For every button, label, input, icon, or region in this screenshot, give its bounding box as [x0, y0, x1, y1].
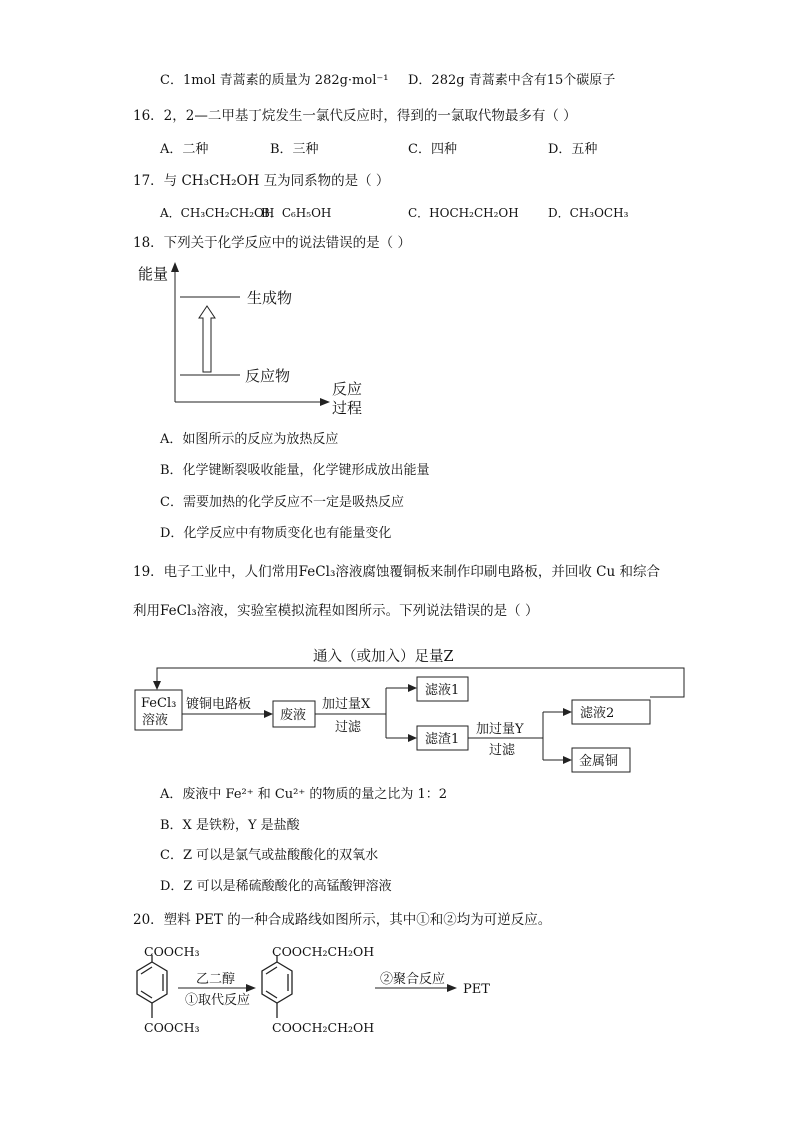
- product-label: 生成物: [247, 289, 293, 307]
- box-copper-label: 金属铜: [579, 754, 619, 769]
- reactant-top-group: COOCH₃: [144, 944, 200, 959]
- box-waste-label: 废液: [280, 708, 307, 723]
- reactant-label: 反应物: [245, 367, 291, 385]
- arrow2-top-label: 加过量X: [322, 697, 371, 712]
- q17-option-b: B．C₆H₅OH: [261, 206, 332, 220]
- arrow3-top-label: 加过量Y: [476, 722, 524, 737]
- final-product-pet: PET: [463, 982, 490, 997]
- product-top-group: COOCH₂CH₂OH: [272, 944, 375, 959]
- box-filtrate1-label: 滤液1: [425, 683, 460, 698]
- reactant-benzene-ring-icon: [137, 955, 167, 1018]
- q18-option-a: A．如图所示的反应为放热反应: [160, 432, 339, 447]
- x-axis-label-line1: 反应: [332, 380, 363, 398]
- reaction2-arrowhead: [447, 984, 457, 992]
- product-benzene-ring-icon: [262, 955, 292, 1018]
- q17-option-c: C．HOCH₂CH₂OH: [408, 206, 519, 220]
- box-residue1-label: 滤渣1: [425, 732, 460, 747]
- reactant-bottom-group: COOCH₃: [144, 1020, 200, 1035]
- x-axis-label-line2: 过程: [332, 399, 363, 417]
- arrow2-bottom-label: 过滤: [335, 720, 362, 735]
- q16-option-a: A．二种: [160, 142, 209, 157]
- y-axis-label: 能量: [138, 265, 169, 283]
- q19-option-d: D．Z 可以是稀硫酸酸化的高锰酸钾溶液: [160, 879, 392, 894]
- recycle-label: 通入（或加入）足量Z: [313, 649, 454, 665]
- product-bottom-group: COOCH₂CH₂OH: [272, 1020, 375, 1035]
- arrow1-label: 镀铜电路板: [186, 697, 252, 712]
- q19-stem-line2: 利用FeCl₃溶液，实验室模拟流程如图所示。下列说法错误的是（ ）: [133, 603, 539, 619]
- q17-option-d: D．CH₃OCH₃: [548, 206, 629, 220]
- q18-option-c: C．需要加热的化学反应不一定是吸热反应: [160, 495, 404, 510]
- q15-option-d: D．282g 青蒿素中含有15个碳原子: [408, 73, 616, 88]
- q16-stem: 16．2，2—二甲基丁烷发生一氯代反应时，得到的一氯取代物最多有（ ）: [133, 108, 577, 124]
- q18-option-b: B．化学键断裂吸收能量，化学键形成放出能量: [160, 463, 430, 478]
- q15-option-c: C．1mol 青蒿素的质量为 282g·mol⁻¹: [160, 73, 389, 88]
- box-fecl3-line1: FeCl₃: [141, 696, 177, 711]
- q16-option-b: B．三种: [270, 142, 319, 157]
- q19-stem-line1: 19．电子工业中，人们常用FeCl₃溶液腐蚀覆铜板来制作印刷电路板，并回收 Cu 和综合: [133, 564, 660, 580]
- q17-stem: 17．与 CH₃CH₂OH 互为同系物的是（ ）: [133, 173, 390, 189]
- reaction1-arrowhead: [246, 984, 256, 992]
- q18-option-d: D．化学反应中有物质变化也有能量变化: [160, 526, 392, 541]
- q17-option-a: A．CH₃CH₂CH₂OH: [160, 206, 275, 220]
- q18-stem: 18．下列关于化学反应中的说法错误的是（ ）: [133, 235, 411, 251]
- reaction2-type: ②聚合反应: [380, 972, 446, 987]
- q16-option-c: C．四种: [408, 142, 457, 157]
- reaction1-type: ①取代反应: [185, 993, 251, 1008]
- q20-stem: 20．塑料 PET 的一种合成路线如图所示，其中①和②均为可逆反应。: [133, 912, 552, 928]
- box-filtrate2-label: 滤液2: [580, 706, 615, 721]
- q19-option-a: A．废液中 Fe²⁺ 和 Cu²⁺ 的物质的量之比为 1：2: [160, 787, 448, 802]
- box-fecl3-line2: 溶液: [142, 713, 169, 728]
- arrow3-bottom-label: 过滤: [489, 743, 516, 758]
- q19-option-b: B．X 是铁粉，Y 是盐酸: [160, 818, 300, 833]
- reaction1-reagent: 乙二醇: [196, 972, 236, 987]
- q16-option-d: D．五种: [548, 142, 598, 157]
- q19-option-c: C．Z 可以是氯气或盐酸酸化的双氧水: [160, 848, 379, 863]
